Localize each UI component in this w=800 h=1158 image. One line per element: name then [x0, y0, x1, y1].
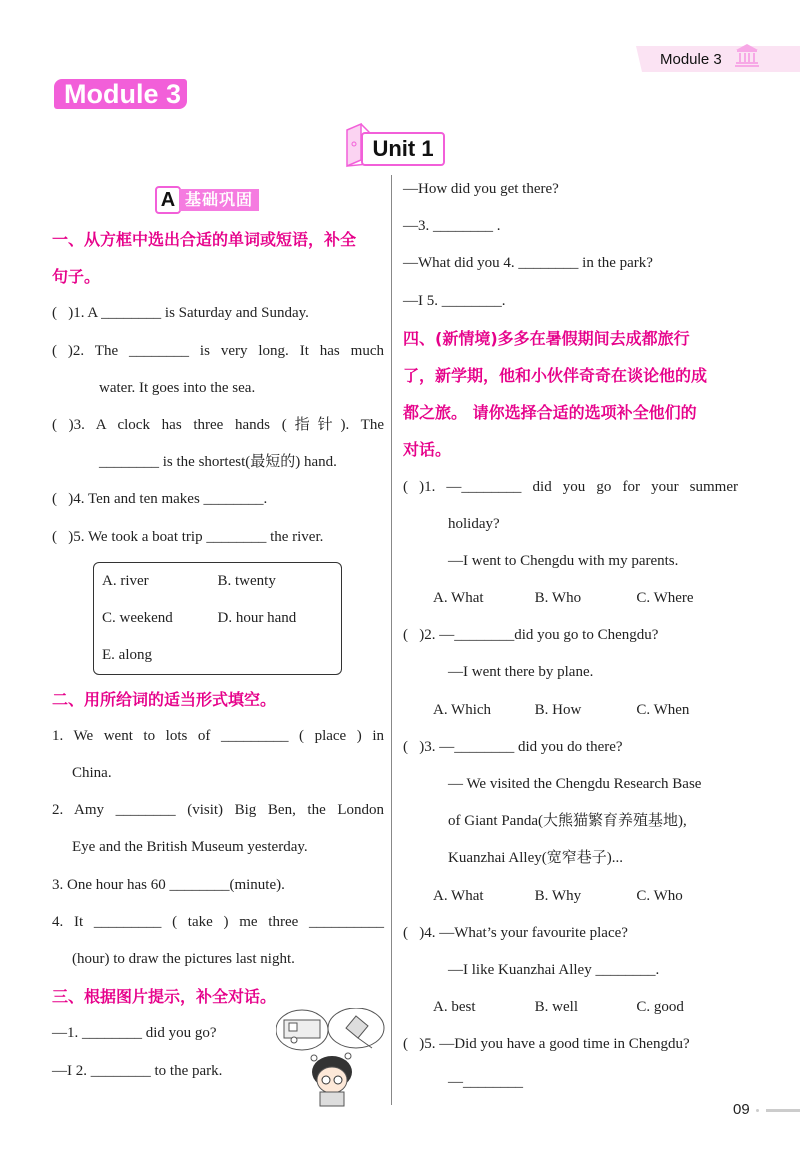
column-divider	[391, 175, 392, 1105]
page-number: 09	[733, 1101, 750, 1118]
answer-options	[403, 692, 738, 729]
answer-option: C. Who	[636, 887, 683, 904]
continuation-line: water. It goes into the sea.	[99, 379, 256, 396]
answer-option: A. best	[433, 999, 476, 1016]
section-label: 基础巩固	[179, 189, 259, 211]
question-line: —1. ________ did you go?	[52, 1025, 217, 1042]
page-bar	[766, 1109, 800, 1112]
question-line: ( )5. We took a boat trip ________ the river.	[52, 528, 324, 545]
answer-option: A. What	[433, 590, 484, 607]
option-text: E. along	[102, 646, 152, 663]
unit-title: Unit 1	[361, 132, 445, 166]
question-line: 4. It _________ ( take ) me three __________	[52, 913, 384, 930]
girl-thinking-illustration	[276, 1008, 386, 1108]
question-line: —I 5. ________.	[403, 292, 506, 309]
section-heading: 句子。	[52, 267, 101, 287]
section-heading: 了，新学期，他和小伙伴奇奇在谈论他的成	[403, 365, 708, 385]
question-line: 1. We went to lots of _________ ( place ) in	[52, 727, 384, 744]
section-letter: A	[155, 186, 181, 214]
section-heading: 一、从方框中选出合适的单词或短语，补全	[52, 230, 357, 249]
continuation-line: ________ is the shortest(最短的) hand.	[99, 454, 337, 471]
answer-option: C. good	[636, 999, 684, 1016]
module-title: Module 3	[54, 79, 187, 109]
question-line: 2. Amy ________ (visit) Big Ben, the London	[52, 802, 384, 819]
question-line: ( )3. A clock has three hands (指针). The	[52, 416, 384, 433]
answer-options	[403, 989, 738, 1026]
left-column	[52, 221, 384, 1090]
option-text: B. twenty	[217, 572, 276, 589]
continuation-line: —I went there by plane.	[448, 664, 594, 681]
options-row	[102, 637, 333, 674]
question-line: ( )4. Ten and ten makes ________.	[52, 491, 268, 508]
section-heading: 二、用所给词的适当形式填空。	[52, 689, 277, 709]
section-a-badge	[155, 186, 259, 214]
answer-option: A. Which	[433, 701, 492, 718]
section-heading: 四、(新情境)多多在暑假期间去成都旅行	[403, 328, 690, 348]
continuation-line: — We visited the Chengdu Research Base	[448, 776, 702, 792]
question-line: ( )4. —What’s your favourite place?	[403, 924, 628, 941]
question-line: ( )2. The ________ is very long. It has much	[52, 342, 384, 359]
option-text: C. weekend	[102, 609, 173, 626]
continuation-line: Eye and the British Museum yesterday.	[72, 839, 308, 856]
continuation-line: Kuanzhai Alley(宽窄巷子)...	[448, 850, 623, 867]
continuation-line: of Giant Panda(大熊猫繁育养殖基地),	[448, 813, 687, 830]
option-text: D. hour hand	[217, 609, 297, 626]
museum-icon	[734, 42, 760, 68]
section-heading: 对话。	[403, 440, 452, 460]
question-line: —What did you 4. ________ in the park?	[403, 255, 653, 272]
right-column	[403, 171, 738, 1101]
question-line: —How did you get there?	[403, 181, 559, 197]
question-line: —I 2. ________ to the park.	[52, 1062, 223, 1079]
answer-option: B. Why	[534, 887, 582, 904]
answer-option: A. What	[433, 887, 484, 904]
options-box	[93, 562, 342, 675]
question-line: ( )2. —________did you go to Chengdu?	[403, 627, 659, 644]
header-module-label: Module 3	[660, 51, 722, 68]
continuation-line: holiday?	[448, 515, 500, 532]
continuation-line: —________	[448, 1073, 523, 1090]
answer-options	[403, 878, 738, 915]
answer-options	[403, 580, 738, 617]
continuation-line: (hour) to draw the pictures last night.	[72, 951, 295, 967]
options-row	[102, 563, 333, 600]
question-line: ( )1. A ________ is Saturday and Sunday.	[52, 305, 309, 322]
question-line: ( )3. —________ did you do there?	[403, 738, 623, 755]
option-text: A. river	[102, 572, 149, 589]
section-heading: 三、根据图片提示，补全对话。	[52, 987, 277, 1007]
options-row	[102, 600, 333, 637]
answer-option: C. Where	[636, 590, 694, 607]
answer-option: B. Who	[534, 590, 582, 607]
question-line: ( )5. —Did you have a good time in Chengdu?	[403, 1036, 690, 1053]
question-line: 3. One hour has 60 ________(minute).	[52, 876, 285, 893]
continuation-line: China.	[72, 765, 112, 782]
answer-option: B. How	[534, 701, 582, 718]
section-heading: 都之旅。 请你选择合适的选项补全他们的	[403, 403, 697, 423]
answer-option: C. When	[636, 701, 690, 718]
continuation-line: —I went to Chengdu with my parents.	[448, 552, 679, 569]
question-line: —3. ________ .	[403, 218, 501, 235]
question-line: ( )1. —________ did you go for your summer	[403, 478, 738, 495]
answer-option: B. well	[534, 999, 579, 1016]
continuation-line: —I like Kuanzhai Alley ________.	[448, 961, 660, 978]
page-dot	[756, 1109, 759, 1112]
